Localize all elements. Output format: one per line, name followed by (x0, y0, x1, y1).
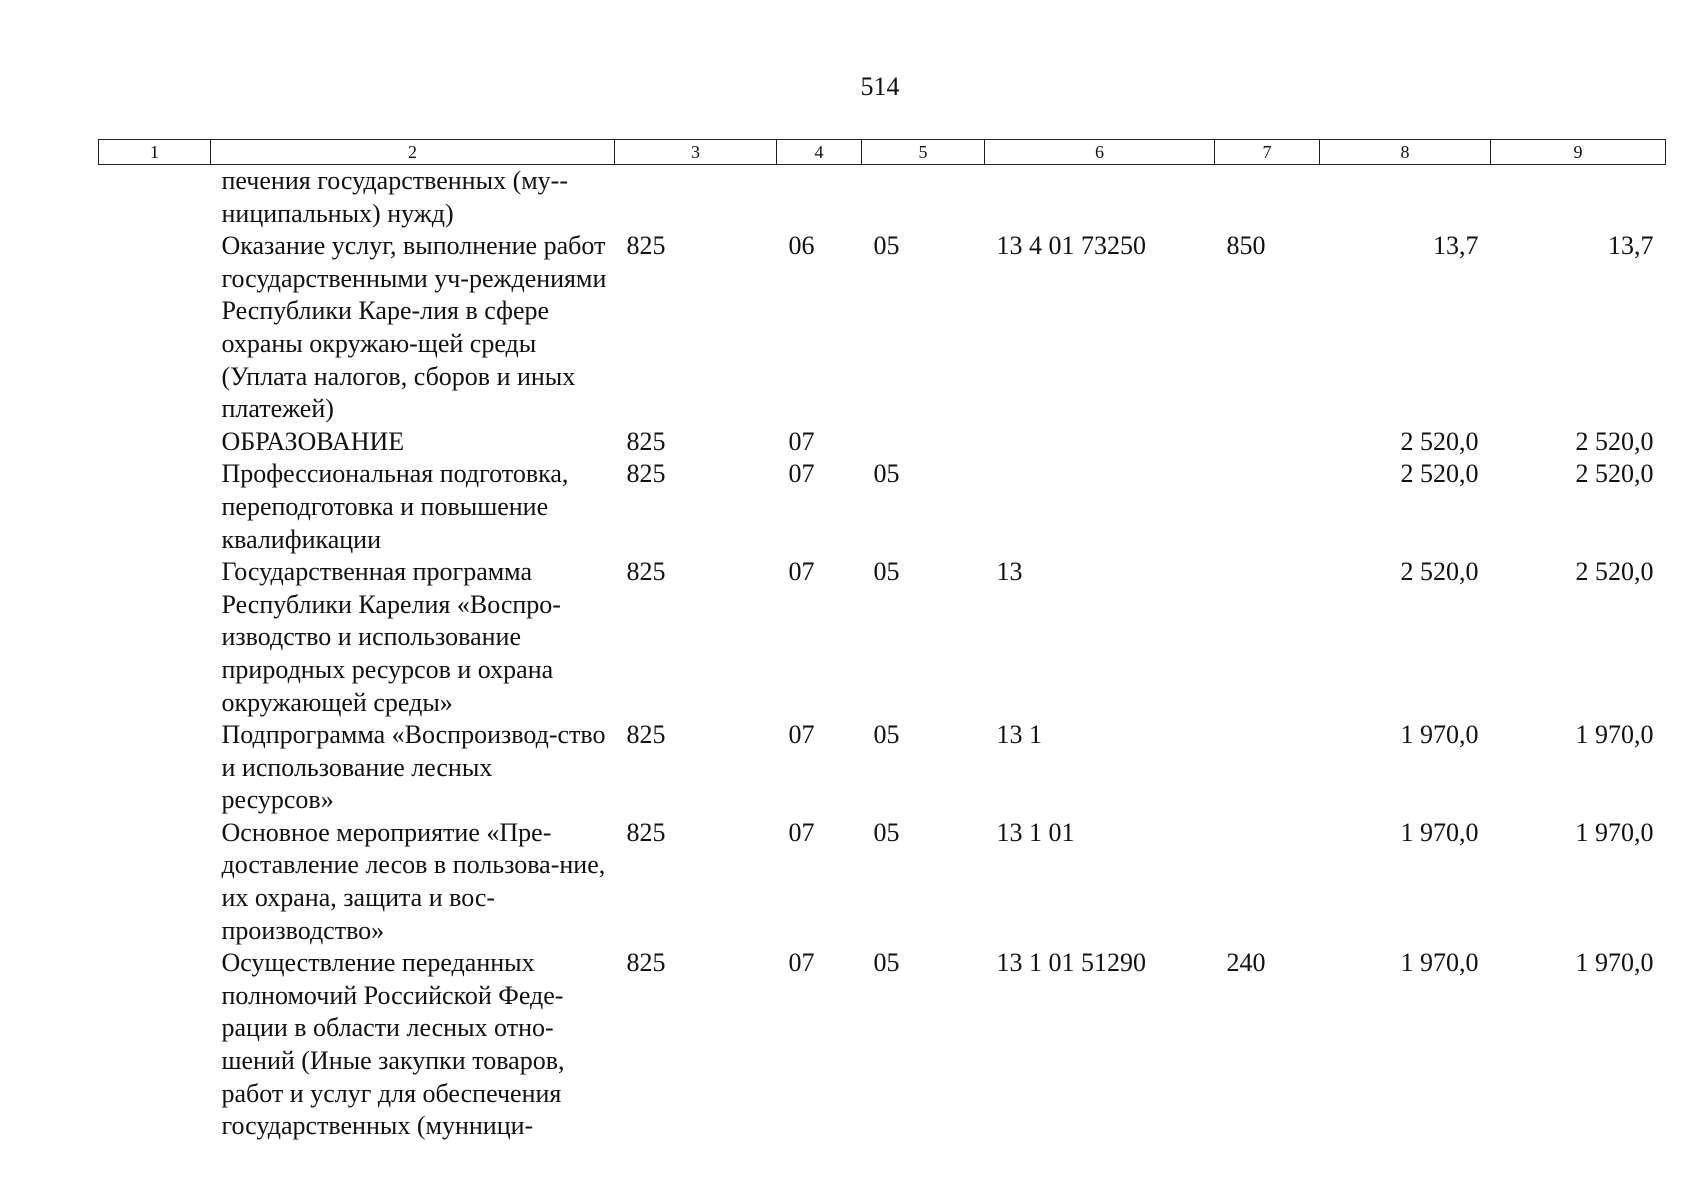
cell-col7 (1215, 556, 1320, 719)
cell-col1 (99, 426, 211, 459)
cell-col7 (1215, 719, 1320, 817)
cell-col4: 07 (788, 557, 815, 587)
cell-col6: 13 (996, 557, 1023, 587)
cell-col5 (862, 426, 985, 459)
cell-col1 (99, 947, 211, 1143)
cell-name: ОБРАЗОВАНИЕ (221, 426, 405, 456)
cell-col3: 825 (626, 720, 666, 750)
cell-col4: 07 (788, 459, 815, 489)
table-header (99, 140, 1666, 165)
cell-col9: 13,7 (1608, 231, 1654, 261)
cell-col5: 05 (873, 231, 900, 261)
cell-col7: 850 (1226, 231, 1266, 261)
header-col-3: 3 (615, 140, 777, 165)
cell-col6: 13 1 (996, 720, 1042, 750)
cell-col6 (985, 426, 1215, 459)
cell-col9: 2 520,0 (1575, 459, 1654, 489)
header-col-7: 7 (1215, 140, 1320, 165)
table-row (99, 426, 1666, 459)
cell-col8: 1 970,0 (1400, 948, 1479, 978)
cell-col7 (1215, 458, 1320, 556)
page-number: 514 (860, 72, 900, 101)
cell-col5 (862, 165, 985, 231)
cell-col6: 13 4 01 73250 (996, 231, 1146, 261)
header-col-5: 5 (862, 140, 985, 165)
cell-col8: 1 970,0 (1400, 817, 1479, 847)
cell-col1 (99, 165, 211, 231)
cell-col8: 1 970,0 (1400, 720, 1479, 750)
header-col-8: 8 (1320, 140, 1491, 165)
cell-col4: 07 (788, 817, 815, 847)
cell-col3: 825 (626, 817, 666, 847)
cell-col5: 05 (873, 948, 900, 978)
header-row (99, 140, 1666, 165)
table-row (99, 230, 1666, 426)
table-row (99, 165, 1666, 231)
header-col-9: 9 (1491, 140, 1666, 165)
cell-col7: 240 (1226, 948, 1266, 978)
cell-col9: 1 970,0 (1575, 720, 1654, 750)
cell-col9: 2 520,0 (1575, 426, 1654, 456)
cell-col4: 07 (788, 720, 815, 750)
cell-col5: 05 (873, 720, 900, 750)
cell-col8: 2 520,0 (1400, 557, 1479, 587)
cell-col8: 2 520,0 (1400, 459, 1479, 489)
cell-name: печения государственных (му-ниципальных) нужд) (221, 166, 569, 228)
cell-col3: 825 (626, 231, 666, 261)
cell-col3: 825 (626, 426, 666, 456)
cell-col7 (1215, 817, 1320, 947)
cell-col6: 13 1 01 (996, 817, 1075, 847)
cell-col9 (1491, 165, 1666, 231)
header-col-1: 1 (99, 140, 211, 165)
cell-col4: 07 (788, 948, 815, 978)
cell-col9: 1 970,0 (1575, 948, 1654, 978)
cell-name: Профессиональная подготовка, переподготовка и повышение квалификации (221, 459, 569, 554)
budget-table (98, 139, 1666, 1143)
cell-col6 (985, 458, 1215, 556)
cell-col4: 07 (788, 426, 815, 456)
cell-col3 (615, 165, 777, 231)
cell-col1 (99, 458, 211, 556)
table-row (99, 817, 1666, 947)
table-row (99, 947, 1666, 1143)
table-row (99, 458, 1666, 556)
cell-col1 (99, 230, 211, 426)
cell-col8 (1320, 165, 1491, 231)
cell-col1 (99, 817, 211, 947)
cell-name: Основное мероприятие «Пре-доставление лесов в пользова-ние, их охрана, защита и вос-производство» (221, 817, 606, 945)
cell-name: Подпрограмма «Воспроизвод-ство и использование лесных ресурсов» (221, 720, 606, 815)
table-row (99, 556, 1666, 719)
cell-name: Осуществление переданных полномочий Российской Феде-рации в области лесных отно-шений (Иные закупки товаров, работ и услуг для обеспечения государственных (мунници- (221, 948, 565, 1141)
cell-col8: 2 520,0 (1400, 426, 1479, 456)
cell-col5: 05 (873, 817, 900, 847)
cell-col7 (1215, 165, 1320, 231)
cell-col5: 05 (873, 459, 900, 489)
cell-name: Оказание услуг, выполнение работ государственными уч-реждениями Республики Каре-лия в сфере охраны окружаю-щей среды (Уплата налогов, сборов и иных платежей) (221, 231, 607, 424)
header-col-6: 6 (985, 140, 1215, 165)
cell-col4 (777, 165, 862, 231)
cell-col7 (1215, 426, 1320, 459)
cell-col8: 13,7 (1433, 231, 1479, 261)
cell-col1 (99, 719, 211, 817)
header-col-4: 4 (777, 140, 862, 165)
cell-col6: 13 1 01 51290 (996, 948, 1146, 978)
table-body (99, 165, 1666, 1143)
table-row (99, 719, 1666, 817)
cell-col6 (985, 165, 1215, 231)
cell-col9: 2 520,0 (1575, 557, 1654, 587)
cell-col3: 825 (626, 948, 666, 978)
cell-col3: 825 (626, 557, 666, 587)
cell-col9: 1 970,0 (1575, 817, 1654, 847)
cell-col4: 06 (788, 231, 815, 261)
cell-col1 (99, 556, 211, 719)
header-col-2: 2 (211, 140, 615, 165)
cell-col5: 05 (873, 557, 900, 587)
cell-name: Государственная программа Республики Карелия «Воспро-изводство и использование природных ресурсов и охрана окружающей среды» (221, 557, 561, 717)
cell-col3: 825 (626, 459, 666, 489)
